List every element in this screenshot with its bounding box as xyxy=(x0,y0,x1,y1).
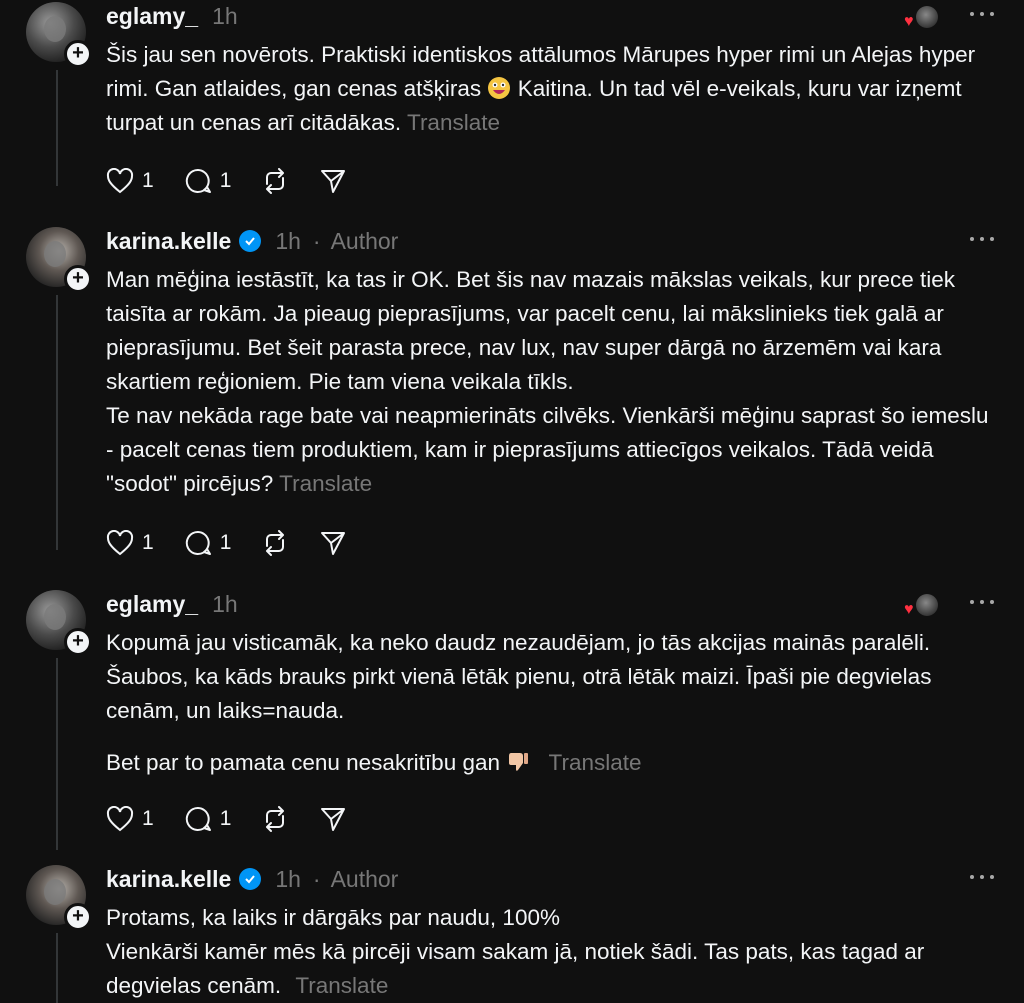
more-icon[interactable] xyxy=(970,590,994,614)
repost-button[interactable] xyxy=(261,168,289,194)
post-paragraph: Te nav nekāda rage bate vai neapmierināts cilvēks. Vienkārši mēģinu saprast šo iemeslu - pacelt cenas tiem produktiem, kam ir pieprasījums attiecīgos veikalos. Tādā veidā "sodot" pircējus? xyxy=(106,403,989,496)
action-bar xyxy=(106,804,377,834)
thread-line xyxy=(56,295,58,550)
timestamp[interactable]: 1h xyxy=(212,590,238,617)
thread-line xyxy=(56,933,58,1003)
username[interactable]: eglamy_ xyxy=(106,2,199,29)
comment-icon xyxy=(184,806,212,832)
share-icon xyxy=(319,806,347,832)
reply-count: 1 xyxy=(219,807,232,830)
thumbs-down-emoji xyxy=(506,750,530,774)
separator-dot: · xyxy=(312,865,321,892)
username[interactable]: karina.kelle xyxy=(106,227,232,254)
repost-icon xyxy=(261,168,289,194)
username[interactable]: karina.kelle xyxy=(106,865,232,892)
reply-count: 1 xyxy=(219,531,232,554)
repost-icon xyxy=(261,530,289,556)
username[interactable]: eglamy_ xyxy=(106,590,199,617)
follow-plus-icon[interactable]: + xyxy=(64,903,92,931)
reply-count: 1 xyxy=(219,169,232,192)
heart-icon xyxy=(106,168,134,194)
repost-button[interactable] xyxy=(261,530,289,556)
post-text xyxy=(106,901,1001,1003)
share-icon xyxy=(319,530,347,556)
like-button[interactable] xyxy=(106,168,154,194)
like-count: 1 xyxy=(142,531,154,554)
grinning-face-emoji xyxy=(487,76,511,100)
post-text-line: Kaitina. Un tad vēl e-veikals, kuru var izņemt turpat un cenas arī citādākas. xyxy=(106,76,962,135)
reply-button[interactable] xyxy=(184,168,232,194)
timestamp[interactable]: 1h xyxy=(275,865,301,892)
separator-dot: · xyxy=(312,227,321,254)
thread-line xyxy=(56,658,58,850)
post-text xyxy=(106,263,1001,501)
translate-link[interactable]: Translate xyxy=(407,110,500,135)
heart-icon xyxy=(106,806,134,832)
post-paragraph: Man mēģina iestāstīt, ka tas ir OK. Bet šis nav mazais mākslas veikals, kur prece tiek taisīta ar rokām. Ja pieaug pieprasījums, var pacelt cenu, lai mākslinieks tiek galā ar pieprasījumu. Bet šeit parasta prece, nav lux, nav super dārgā no ārzemēm vai kara skartiem reģioniem. Pie tam viena veikala tīkls. xyxy=(106,267,956,394)
reply-button[interactable] xyxy=(184,806,232,832)
like-count: 1 xyxy=(142,169,154,192)
action-bar xyxy=(106,528,377,558)
verified-icon xyxy=(239,868,261,890)
comment-icon xyxy=(184,168,212,194)
post-header xyxy=(106,590,238,618)
like-button[interactable] xyxy=(106,530,154,556)
liked-by-author-icon: ♥ xyxy=(904,6,940,30)
comment-icon xyxy=(184,530,212,556)
follow-plus-icon[interactable]: + xyxy=(64,628,92,656)
thread-line xyxy=(56,70,58,186)
timestamp[interactable]: 1h xyxy=(212,2,238,29)
repost-button[interactable] xyxy=(261,806,289,832)
liked-by-author-icon: ♥ xyxy=(904,594,940,618)
post-paragraph: Kopumā jau visticamāk, ka neko daudz nezaudējam, jo tās akcijas mainās paralēli. Šaubos, ka kāds brauks pirkt vienā lētāk pienu, otrā lētāk maizi. Īpaši pie degvielas cenām, un laiks=nauda. xyxy=(106,630,932,723)
post-text xyxy=(106,626,1001,780)
timestamp[interactable]: 1h xyxy=(275,227,301,254)
share-button[interactable] xyxy=(319,530,347,556)
author-badge: Author xyxy=(330,865,399,892)
more-icon[interactable] xyxy=(970,865,994,889)
post-text xyxy=(106,38,1001,140)
repost-icon xyxy=(261,806,289,832)
post-paragraph: Vienkārši kamēr mēs kā pircēji visam sakam jā, notiek šādi. Tas pats, kas tagad ar degvielas cenām. xyxy=(106,939,925,998)
post-header xyxy=(106,227,398,255)
action-bar xyxy=(106,166,377,196)
translate-link[interactable]: Translate xyxy=(295,973,389,998)
author-badge: Author xyxy=(330,227,399,254)
like-button[interactable] xyxy=(106,806,154,832)
follow-plus-icon[interactable]: + xyxy=(64,265,92,293)
share-button[interactable] xyxy=(319,806,347,832)
share-button[interactable] xyxy=(319,168,347,194)
post-header xyxy=(106,865,398,893)
post-text-line: Šis jau sen novērots. Praktiski identiskos attālumos Mārupes hyper rimi un Alejas hyper rimi. Gan atlaides, gan cenas atšķiras xyxy=(106,42,976,101)
more-icon[interactable] xyxy=(970,2,994,26)
translate-link[interactable]: Translate xyxy=(279,471,373,496)
post-paragraph: Protams, ka laiks ir dārgāks par naudu, 100% xyxy=(106,905,560,930)
share-icon xyxy=(319,168,347,194)
reply-button[interactable] xyxy=(184,530,232,556)
like-count: 1 xyxy=(142,807,154,830)
heart-icon xyxy=(106,530,134,556)
post-paragraph: Bet par to pamata cenu nesakritību gan xyxy=(106,750,501,775)
translate-link[interactable]: Translate xyxy=(548,750,642,775)
follow-plus-icon[interactable]: + xyxy=(64,40,92,68)
post-header xyxy=(106,2,238,30)
verified-icon xyxy=(239,230,261,252)
more-icon[interactable] xyxy=(970,227,994,251)
